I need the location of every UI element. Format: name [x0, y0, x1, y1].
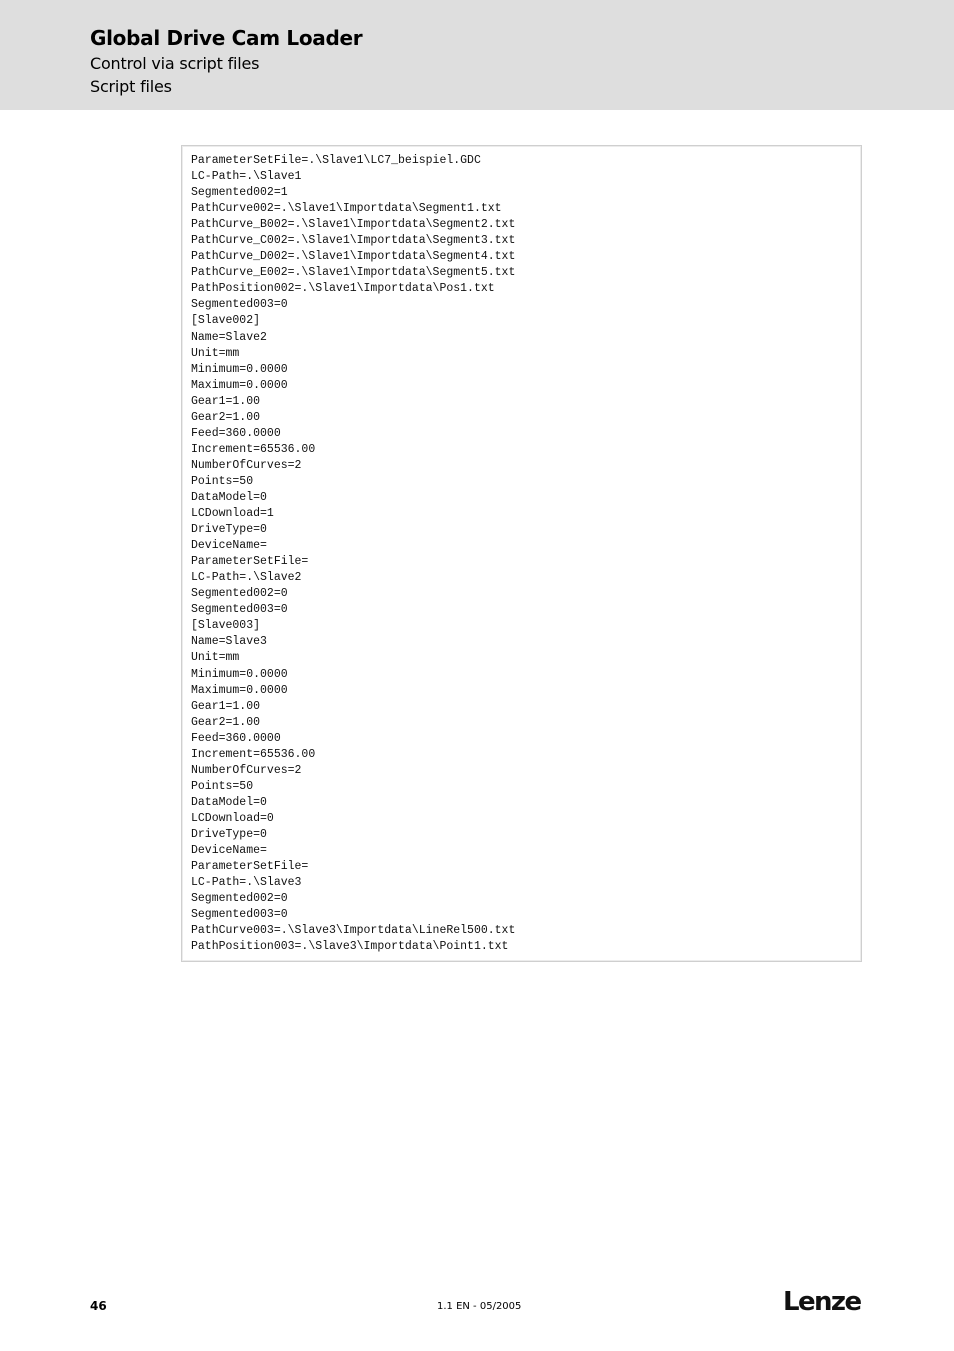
code-line: PathCurve_D002=.\Slave1\Importdata\Segment4.txt: [191, 250, 516, 264]
code-line: DriveType=0: [191, 523, 267, 537]
code-line: Segmented002=0: [191, 587, 288, 601]
code-listing: [191, 153, 515, 955]
code-line: Maximum=0.0000: [191, 378, 288, 392]
code-line: Increment=65536.00: [191, 747, 316, 761]
code-line: PathCurve_B002=.\Slave1\Importdata\Segment2.txt: [191, 218, 516, 232]
code-line: Gear2=1.00: [191, 410, 261, 424]
version-info: 1.1 EN - 05/2005: [437, 1301, 522, 1312]
lenze-logo: Lenze: [783, 1287, 861, 1317]
code-line: NumberOfCurves=2: [191, 458, 302, 472]
code-line: DeviceName=: [191, 539, 267, 553]
code-line: LC-Path=.\Slave2: [191, 571, 302, 585]
code-line: Name=Slave2: [191, 330, 267, 344]
code-line: DriveType=0: [191, 827, 267, 841]
chapter-subtitle: Control via script files: [90, 54, 260, 73]
code-line: PathPosition002=.\Slave1\Importdata\Pos1.txt: [191, 282, 495, 296]
code-line: Points=50: [191, 474, 254, 488]
code-line: NumberOfCurves=2: [191, 763, 302, 777]
script-code-box: [181, 145, 862, 962]
code-line: PathCurve_E002=.\Slave1\Importdata\Segment5.txt: [191, 266, 516, 280]
code-line: DataModel=0: [191, 795, 267, 809]
page-header: [0, 0, 954, 110]
code-line: Maximum=0.0000: [191, 683, 288, 697]
code-line: Gear1=1.00: [191, 394, 261, 408]
code-line: [Slave003]: [191, 619, 261, 633]
code-line: ParameterSetFile=: [191, 860, 309, 874]
code-line: Minimum=0.0000: [191, 667, 288, 681]
code-line: PathCurve_C002=.\Slave1\Importdata\Segment3.txt: [191, 234, 516, 248]
code-line: Segmented002=0: [191, 892, 288, 906]
code-line: Gear1=1.00: [191, 699, 261, 713]
code-line: LCDownload=0: [191, 811, 274, 825]
code-line: ParameterSetFile=.\Slave1\LC7_beispiel.GDC: [191, 154, 481, 167]
code-line: Segmented003=0: [191, 298, 288, 312]
code-line: Points=50: [191, 779, 254, 793]
code-line: Unit=mm: [191, 346, 240, 360]
code-line: Name=Slave3: [191, 635, 267, 649]
code-line: Feed=360.0000: [191, 426, 281, 440]
code-line: LC-Path=.\Slave3: [191, 876, 302, 890]
code-line: DataModel=0: [191, 490, 267, 504]
code-line: Segmented003=0: [191, 908, 288, 922]
code-line: DeviceName=: [191, 844, 267, 858]
document-title: Global Drive Cam Loader: [90, 26, 363, 50]
code-line: PathCurve002=.\Slave1\Importdata\Segment1.txt: [191, 202, 502, 216]
code-line: [Slave002]: [191, 314, 261, 328]
code-line: LCDownload=1: [191, 507, 274, 521]
code-line: Gear2=1.00: [191, 715, 261, 729]
code-line: Segmented002=1: [191, 186, 288, 200]
code-line: Minimum=0.0000: [191, 362, 288, 376]
code-line: PathCurve003=.\Slave3\Importdata\LineRel500.txt: [191, 924, 516, 938]
code-line: PathPosition003=.\Slave3\Importdata\Point1.txt: [191, 940, 509, 954]
code-line: Feed=360.0000: [191, 731, 281, 745]
code-line: ParameterSetFile=: [191, 555, 309, 569]
page-number: 46: [90, 1299, 107, 1313]
code-line: Segmented003=0: [191, 603, 288, 617]
section-subtitle: Script files: [90, 77, 172, 96]
code-line: Increment=65536.00: [191, 442, 316, 456]
code-line: Unit=mm: [191, 651, 240, 665]
code-line: LC-Path=.\Slave1: [191, 170, 302, 184]
